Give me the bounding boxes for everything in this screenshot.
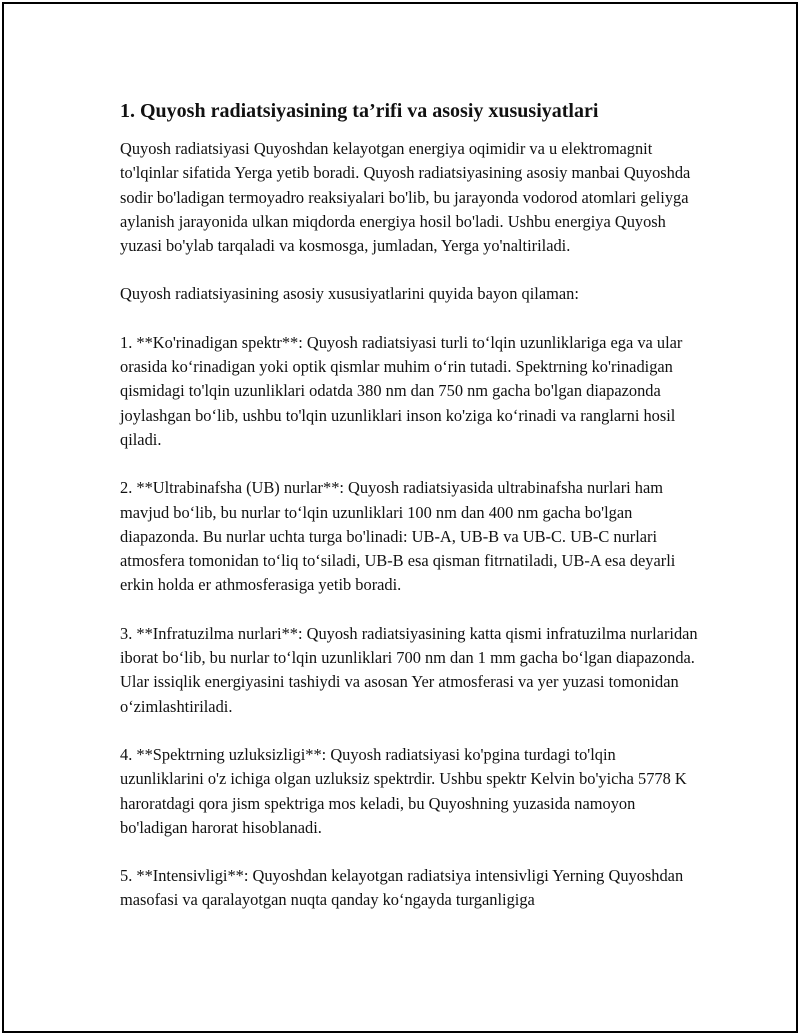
section-heading: 1. Quyosh radiatsiyasining ta’rifi va asosiy xususiyatlari: [120, 100, 599, 122]
document-body: [120, 98, 700, 937]
property-infrared: 3. **Infratuzilma nurlari**: Quyosh radiatsiyasining katta qismi infratuzilma nurlaridan iborat bo‘lib, bu nurlar to‘lqin uzunliklari 700 nm dan 1 mm gacha bo‘lgan diapazonda. Ular issiqlik energiyasini tashiydi va asosan Yer atmosferasi va yer yuzasi tomonidan o‘zimlashtiriladi.: [120, 623, 698, 716]
property-ultraviolet: 2. **Ultrabinafsha (UB) nurlar**: Quyosh radiatsiyasida ultrabinafsha nurlari ham mavjud bo‘lib, bu nurlar to‘lqin uzunliklari 100 nm dan 400 nm gacha bo'lgan diapazonda. Bu nurlar uchta turga bo'linadi: UB-A, UB-B va UB-C. UB-C nurlari atmosfera tomonidan to‘liq to‘siladi, UB-B esa qisman fitrnatiladi, UB-A esa deyarli erkin holda er athmosferasiga yetib boradi.: [120, 478, 676, 595]
lead-in-paragraph: Quyosh radiatsiyasining asosiy xususiyatlarini quyida bayon qilaman:: [120, 284, 579, 304]
document-page: [2, 2, 798, 1033]
property-visible-spectrum: 1. **Ko'rinadigan spektr**: Quyosh radiatsiyasi turli to‘lqin uzunliklariga ega va ular orasida ko‘rinadigan yoki optik qismlar muhim o‘rin tutadi. Spektrning ko'rinadigan qismidagi to'lqin uzunliklari odatda 380 nm dan 750 nm gacha bo'lgan diapazonda joylashgan bo‘lib, ushbu to'lqin uzunliklari inson ko'ziga ko‘rinadi va ranglarni hosil qiladi.: [120, 332, 683, 449]
intro-paragraph: Quyosh radiatsiyasi Quyoshdan kelayotgan energiya oqimidir va u elektromagnit to'lqinlar sifatida Yerga yetib boradi. Quyosh radiatsiyasining asosiy manbai Quyoshda sodir bo'ladigan termoyadro reaksiyalari bo'lib, bu jarayonda vodorod atomlari geliyga aylanish jarayonida ulkan miqdorda energiya hosil bo'ladi. Ushbu energiya Quyosh yuzasi bo'ylab tarqaladi va kosmosga, jumladan, Yerga yo'naltiriladi.: [120, 139, 691, 256]
property-intensity: 5. **Intensivligi**: Quyoshdan kelayotgan radiatsiya intensivligi Yerning Quyoshdan masofasi va qaralayotgan nuqta qanday ko‘ngayda turganligiga: [120, 866, 684, 910]
property-continuous-spectrum: 4. **Spektrning uzluksizligi**: Quyosh radiatsiyasi ko'pgina turdagi to'lqin uzunliklarini o'z ichiga olgan uzluksiz spektrdir. Ushbu spektr Kelvin bo'yicha 5778 K haroratdagi qora jism spektriga mos keladi, bu Quyoshning yuzasida namoyon bo'ladigan harorat hisoblanadi.: [120, 744, 687, 837]
